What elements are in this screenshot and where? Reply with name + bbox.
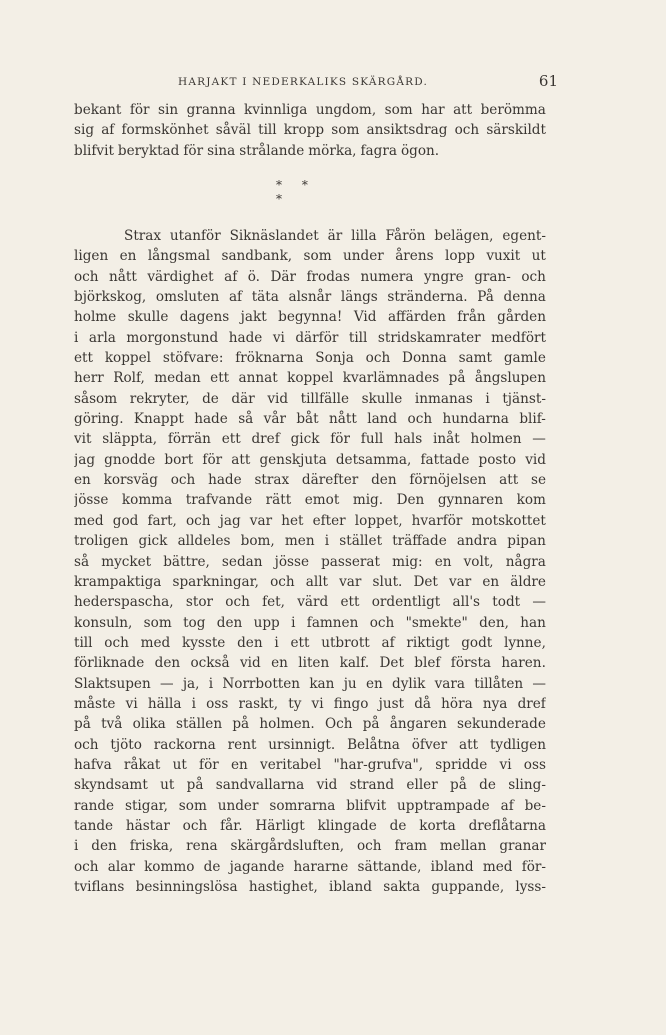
text-line: på två olika ställen på holmen. Och på ångaren sekunderade (74, 716, 546, 733)
text-line: jösse komma trafvande rätt emot mig. Den gynnaren kom (74, 492, 546, 509)
text-line: förliknade den också vid en liten kalf. Det blef första haren. (74, 655, 546, 672)
text-line: sig af formskönhet såväl till kropp som ansiktsdrag och särskildt (74, 122, 546, 139)
text-line: i den friska, rena skärgårdsluften, och fram mellan granar (74, 838, 546, 855)
text-line: hederspascha, stor och fet, värd ett ordentligt all's todt — (74, 594, 546, 611)
text-line: ett koppel stöfvare: fröknarna Sonja och Donna samt gamle (74, 350, 546, 367)
body-text (74, 100, 546, 161)
text-line: och nått värdighet af ö. Där frodas numera yngre gran- och (74, 268, 546, 285)
page-number: 61 (538, 72, 558, 90)
text-line: rande stigar, som under somrarna blifvit upptrampade af be- (74, 797, 546, 814)
text-line: holme skulle dagens jakt begynna! Vid affärden från gården (74, 309, 546, 326)
text-line: så mycket bättre, sedan jösse passerat mig: en volt, några (74, 553, 546, 570)
text-line: bekant för sin granna kvinnliga ungdom, som har att berömma (74, 102, 546, 118)
text-line: och alar kommo de jagande hararne sättande, ibland med för- (74, 858, 546, 875)
text-line: göring. Knappt hade så vår båt nått land och hundarna blif- (74, 411, 546, 428)
text-line: måste vi hälla i oss raskt, ty vi fingo just då höra nya dref (74, 695, 546, 712)
text-line: med god fart, och jag var het efter loppet, hvarför motskottet (74, 512, 546, 529)
text-line: björkskog, omsluten af täta alsnår längs stränderna. På denna (74, 289, 546, 306)
text-line: hafva råkat ut för en veritabel "har-grufva", spridde vi oss (74, 756, 546, 773)
section-break-stars: * * * (276, 178, 316, 206)
text-line: i arla morgonstund hade vi därför till stridskamrater medfört (74, 329, 546, 346)
text-line: troligen gick alldeles bom, men i stället träffade andra pipan (74, 533, 546, 550)
text-line: jag gnodde bort för att genskjuta detsamma, fattade posto vid (74, 451, 546, 468)
body-text-paragraph-2 (74, 226, 546, 897)
text-line: såsom rekryter, de där vid tillfälle skulle inmanas i tjänst- (74, 390, 546, 407)
section-break (276, 178, 336, 204)
text-line: Strax utanför Siknäslandet är lilla Fårön belägen, egent- (124, 228, 546, 244)
running-title: HARJAKT I NEDERKALIKS SKÄRGÅRD. (178, 76, 429, 88)
text-line: ligen en långsmal sandbank, som under årens lopp vuxit ut (74, 248, 546, 265)
text-line: blifvit beryktad för sina strålande mörka, fagra ögon. (74, 142, 440, 159)
text-line: konsuln, som tog den upp i famnen och "smekte" den, han (74, 614, 546, 631)
text-line: herr Rolf, medan ett annat koppel kvarlämnades på ångslupen (74, 370, 546, 387)
text-line: krampaktiga sparkningar, och allt var slut. Det var en äldre (74, 573, 546, 590)
text-line: tande hästar och får. Härligt klingade de korta dreflåtarna (74, 817, 546, 834)
text-line: en korsväg och hade strax därefter den förnöjelsen att se (74, 472, 546, 489)
text-line: och tjöto rackorna rent ursinnigt. Belåtna öfver att tydligen (74, 736, 546, 753)
text-line: Slaktsupen — ja, i Norrbotten kan ju en dylik vara tillåten — (74, 675, 546, 692)
text-line: skyndsamt ut på sandvallarna vid strand eller på de sling- (74, 777, 546, 794)
text-line: tviflans besinningslösa hastighet, ibland sakta guppande, lyss- (74, 879, 546, 895)
text-line: vit släppta, förrän ett dref gick för full hals inåt holmen — (74, 431, 546, 448)
text-line: till och med kysste den i ett utbrott af riktigt godt lynne, (74, 634, 546, 651)
